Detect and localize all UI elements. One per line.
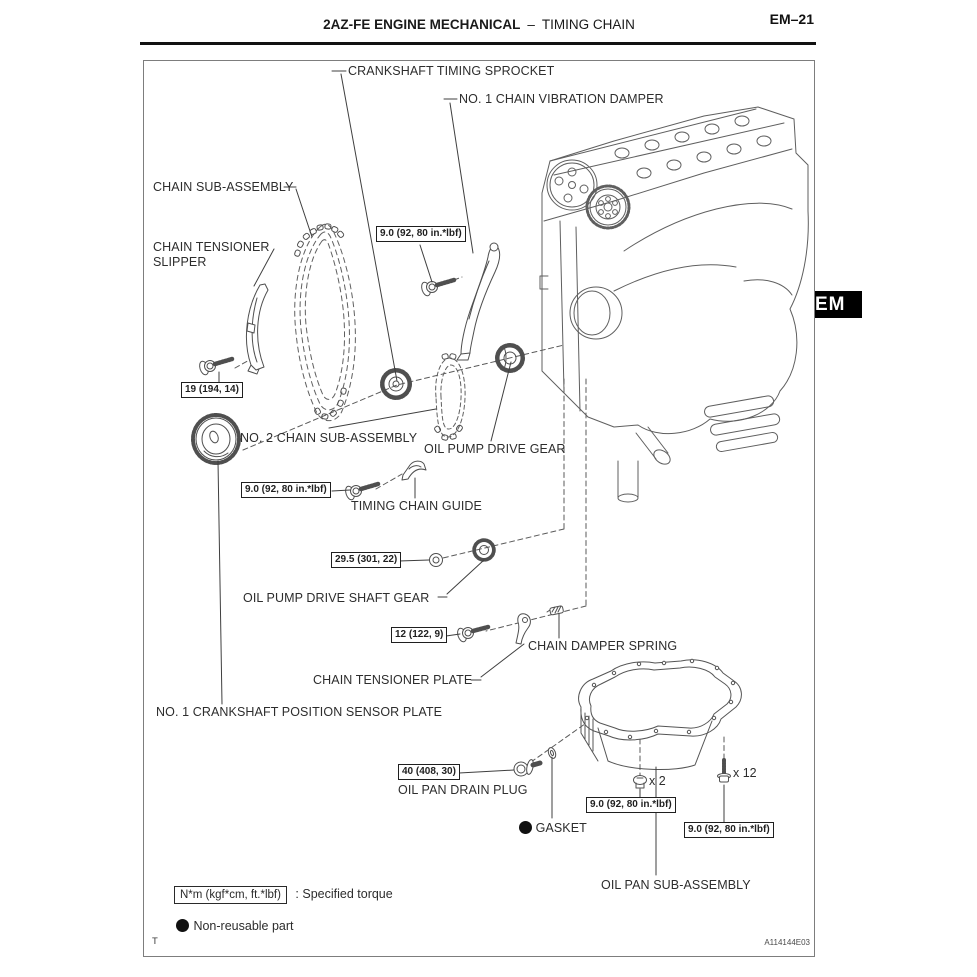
diagram-frame: [143, 60, 815, 957]
label-oil-pump-drive-gear: OIL PUMP DRIVE GEAR: [424, 442, 566, 456]
engine-illustration: [540, 107, 808, 502]
timing-chain-guide-part: [402, 461, 426, 480]
section-tab: EM: [810, 291, 862, 318]
label-oil-pump-drive-shaft-gear: OIL PUMP DRIVE SHAFT GEAR: [243, 591, 430, 605]
label-no1-crankshaft-position-sensor-plate: NO. 1 CRANKSHAFT POSITION SENSOR PLATE: [156, 705, 443, 719]
bolt-9a-icon: [420, 280, 454, 297]
washer-part: [430, 554, 443, 567]
page-number: EM–21: [769, 11, 814, 27]
torque-box-tensioner-slipper: 19 (194, 14): [181, 382, 243, 398]
chain-tensioner-slipper-part: [246, 284, 268, 374]
label-timing-chain-guide: TIMING CHAIN GUIDE: [351, 499, 482, 513]
legend-non-reusable-label: Non-reusable part: [193, 919, 294, 933]
header-rule: [140, 42, 816, 45]
quantity-x12: x 12: [733, 766, 757, 780]
label-chain-sub-assembly: CHAIN SUB-ASSEMBLY: [153, 180, 294, 194]
torque-box-drive-shaft-gear: 29.5 (301, 22): [331, 552, 401, 568]
plug-x2-icon: [634, 776, 647, 789]
bolt-x12-icon: [718, 760, 731, 782]
oil-pan-part: [579, 659, 742, 769]
no1-vibration-damper-part: [457, 243, 500, 360]
bolt-12-icon: [456, 627, 488, 643]
legend-torque: [174, 885, 393, 904]
torque-box-oil-pan-bolt: 9.0 (92, 80 in.*lbf): [684, 822, 774, 838]
chain-damper-spring-part: [547, 606, 564, 616]
legend-non-reusable: [176, 917, 294, 935]
label-chain-tensioner-slipper: CHAIN TENSIONER SLIPPER: [153, 240, 270, 269]
label-chain-damper-spring: CHAIN DAMPER SPRING: [528, 639, 678, 653]
non-reusable-bullet-icon: [176, 919, 189, 932]
legend-torque-label: : Specified torque: [295, 887, 393, 901]
label-no2-chain-sub-assembly: NO. 2 CHAIN SUB-ASSEMBLY: [240, 431, 418, 445]
torque-box-oil-pan-plug: 9.0 (92, 80 in.*lbf): [586, 797, 676, 813]
quantity-x2: x 2: [649, 774, 666, 788]
oil-pan-drain-plug-icon: [514, 759, 540, 776]
page-title-subsection: TIMING CHAIN: [541, 17, 635, 32]
gasket-non-reusable-bullet-icon: [519, 821, 532, 834]
label-oil-pan-sub-assembly: OIL PAN SUB-ASSEMBLY: [601, 878, 751, 892]
torque-box-chain-guide: 9.0 (92, 80 in.*lbf): [241, 482, 331, 498]
torque-box-crank-sprocket: 9.0 (92, 80 in.*lbf): [376, 226, 466, 242]
figure-code: A114144E03: [764, 938, 810, 947]
torque-box-drain-plug: 40 (408, 30): [398, 764, 460, 780]
page-title: [143, 17, 815, 32]
torque-box-tensioner-plate: 12 (122, 9): [391, 627, 447, 643]
label-gasket: [519, 821, 587, 836]
label-oil-pan-drain-plug: OIL PAN DRAIN PLUG: [398, 783, 528, 797]
label-crankshaft-timing-sprocket: CRANKSHAFT TIMING SPROCKET: [348, 64, 555, 78]
label-gasket-text: GASKET: [535, 821, 587, 835]
label-chain-tensioner-plate: CHAIN TENSIONER PLATE: [313, 673, 473, 687]
legend-torque-unit-box: N*m (kgf*cm, ft.*lbf): [174, 886, 287, 904]
label-no1-chain-vibration-damper: NO. 1 CHAIN VIBRATION DAMPER: [459, 92, 664, 106]
bolt-19-icon: [198, 359, 232, 376]
camshaft-gear-icon: [547, 160, 629, 228]
crankshaft-position-sensor-plate-part: [193, 415, 239, 463]
footer-mark: T: [152, 936, 158, 947]
page-title-dash: –: [527, 17, 535, 32]
page-title-section: 2AZ-FE ENGINE MECHANICAL: [323, 17, 521, 32]
